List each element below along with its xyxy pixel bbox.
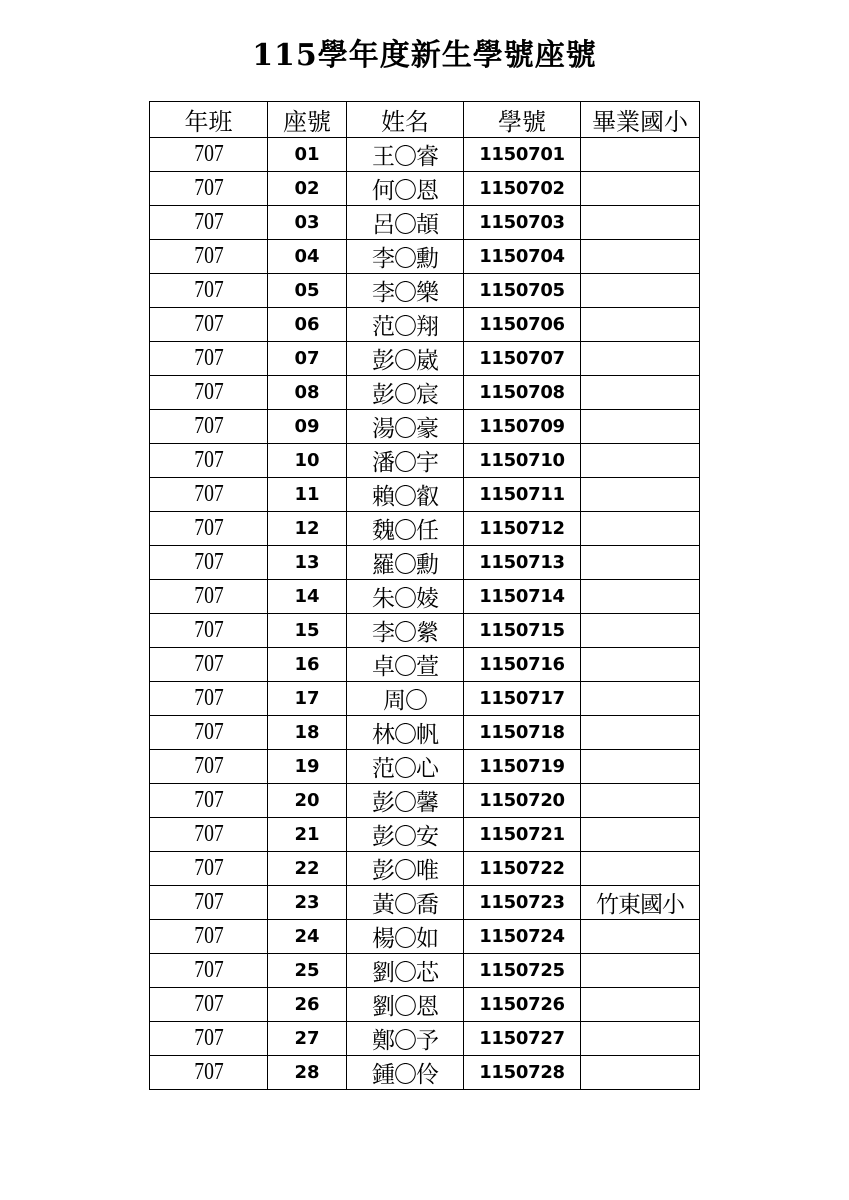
table-row	[150, 138, 700, 172]
cell-seat-number: 27	[268, 1022, 347, 1056]
class-label: 707	[193, 549, 224, 575]
cell-name: 彭〇宸	[347, 376, 464, 410]
cell-student-id: 1150709	[464, 410, 581, 444]
cell-seat-number: 06	[268, 308, 347, 342]
table-row	[150, 546, 700, 580]
cell-name: 潘〇宇	[347, 444, 464, 478]
student-roster-table	[149, 101, 700, 1090]
cell-elementary-school	[581, 920, 700, 954]
cell-class	[150, 648, 268, 682]
class-label: 707	[193, 1059, 224, 1085]
cell-seat-number: 23	[268, 886, 347, 920]
table-row	[150, 988, 700, 1022]
cell-class	[150, 342, 268, 376]
cell-elementary-school	[581, 410, 700, 444]
cell-elementary-school	[581, 512, 700, 546]
cell-seat-number: 14	[268, 580, 347, 614]
cell-elementary-school	[581, 138, 700, 172]
header-name: 姓名	[347, 102, 464, 138]
cell-name: 彭〇崴	[347, 342, 464, 376]
table-row	[150, 206, 700, 240]
cell-student-id: 1150701	[464, 138, 581, 172]
cell-elementary-school	[581, 342, 700, 376]
cell-seat-number: 07	[268, 342, 347, 376]
cell-student-id: 1150721	[464, 818, 581, 852]
class-label: 707	[193, 141, 224, 167]
cell-name: 劉〇恩	[347, 988, 464, 1022]
table-row	[150, 818, 700, 852]
cell-class	[150, 818, 268, 852]
cell-elementary-school	[581, 1022, 700, 1056]
cell-student-id: 1150728	[464, 1056, 581, 1090]
cell-class	[150, 512, 268, 546]
cell-seat-number: 25	[268, 954, 347, 988]
class-label: 707	[193, 481, 224, 507]
cell-class	[150, 206, 268, 240]
cell-seat-number: 22	[268, 852, 347, 886]
cell-class	[150, 138, 268, 172]
cell-elementary-school	[581, 206, 700, 240]
cell-student-id: 1150725	[464, 954, 581, 988]
cell-name: 魏〇任	[347, 512, 464, 546]
cell-class	[150, 614, 268, 648]
table-header-row	[150, 102, 700, 138]
class-label: 707	[193, 447, 224, 473]
cell-seat-number: 13	[268, 546, 347, 580]
cell-student-id: 1150706	[464, 308, 581, 342]
cell-seat-number: 18	[268, 716, 347, 750]
cell-name: 楊〇如	[347, 920, 464, 954]
cell-seat-number: 24	[268, 920, 347, 954]
class-label: 707	[193, 243, 224, 269]
cell-class	[150, 852, 268, 886]
cell-elementary-school	[581, 1056, 700, 1090]
cell-class	[150, 1056, 268, 1090]
cell-student-id: 1150713	[464, 546, 581, 580]
cell-class	[150, 750, 268, 784]
class-label: 707	[193, 957, 224, 983]
cell-name: 彭〇唯	[347, 852, 464, 886]
table-row	[150, 172, 700, 206]
cell-elementary-school	[581, 954, 700, 988]
cell-class	[150, 444, 268, 478]
cell-name: 呂〇頡	[347, 206, 464, 240]
cell-seat-number: 26	[268, 988, 347, 1022]
cell-class	[150, 172, 268, 206]
class-label: 707	[193, 991, 224, 1017]
class-label: 707	[193, 685, 224, 711]
cell-student-id: 1150707	[464, 342, 581, 376]
table-row	[150, 580, 700, 614]
cell-class	[150, 580, 268, 614]
cell-elementary-school	[581, 750, 700, 784]
header-elementary-school: 畢業國小	[581, 102, 700, 138]
class-label: 707	[193, 719, 224, 745]
table-row	[150, 274, 700, 308]
header-class: 年班	[150, 102, 268, 138]
cell-elementary-school: 竹東國小	[581, 886, 700, 920]
cell-seat-number: 11	[268, 478, 347, 512]
page-title: 115學年度新生學號座號	[252, 38, 597, 73]
class-label: 707	[193, 583, 224, 609]
cell-name: 彭〇安	[347, 818, 464, 852]
cell-elementary-school	[581, 614, 700, 648]
cell-name: 范〇翔	[347, 308, 464, 342]
cell-seat-number: 20	[268, 784, 347, 818]
cell-student-id: 1150717	[464, 682, 581, 716]
cell-elementary-school	[581, 580, 700, 614]
cell-name: 羅〇勳	[347, 546, 464, 580]
table-row	[150, 512, 700, 546]
cell-class	[150, 988, 268, 1022]
cell-student-id: 1150716	[464, 648, 581, 682]
cell-elementary-school	[581, 240, 700, 274]
cell-elementary-school	[581, 682, 700, 716]
cell-student-id: 1150720	[464, 784, 581, 818]
cell-student-id: 1150708	[464, 376, 581, 410]
class-label: 707	[193, 923, 224, 949]
cell-student-id: 1150719	[464, 750, 581, 784]
cell-elementary-school	[581, 546, 700, 580]
cell-seat-number: 03	[268, 206, 347, 240]
class-label: 707	[193, 515, 224, 541]
cell-student-id: 1150718	[464, 716, 581, 750]
table-row	[150, 920, 700, 954]
cell-name: 朱〇婈	[347, 580, 464, 614]
cell-elementary-school	[581, 444, 700, 478]
cell-seat-number: 28	[268, 1056, 347, 1090]
cell-elementary-school	[581, 648, 700, 682]
cell-seat-number: 19	[268, 750, 347, 784]
cell-class	[150, 784, 268, 818]
cell-class	[150, 546, 268, 580]
class-label: 707	[193, 345, 224, 371]
cell-name: 鍾〇伶	[347, 1056, 464, 1090]
cell-seat-number: 16	[268, 648, 347, 682]
table-row	[150, 648, 700, 682]
cell-name: 彭〇馨	[347, 784, 464, 818]
class-label: 707	[193, 821, 224, 847]
cell-student-id: 1150704	[464, 240, 581, 274]
cell-class	[150, 920, 268, 954]
cell-student-id: 1150715	[464, 614, 581, 648]
cell-elementary-school	[581, 818, 700, 852]
cell-name: 李〇縈	[347, 614, 464, 648]
table-row	[150, 1056, 700, 1090]
cell-student-id: 1150726	[464, 988, 581, 1022]
class-label: 707	[193, 753, 224, 779]
cell-elementary-school	[581, 274, 700, 308]
cell-class	[150, 954, 268, 988]
cell-seat-number: 05	[268, 274, 347, 308]
cell-student-id: 1150702	[464, 172, 581, 206]
cell-class	[150, 410, 268, 444]
cell-elementary-school	[581, 852, 700, 886]
cell-student-id: 1150714	[464, 580, 581, 614]
table-row	[150, 240, 700, 274]
cell-seat-number: 10	[268, 444, 347, 478]
class-label: 707	[193, 617, 224, 643]
cell-class	[150, 240, 268, 274]
cell-name: 鄭〇予	[347, 1022, 464, 1056]
cell-name: 王〇睿	[347, 138, 464, 172]
class-label: 707	[193, 379, 224, 405]
cell-class	[150, 682, 268, 716]
class-label: 707	[193, 175, 224, 201]
class-label: 707	[193, 277, 224, 303]
class-label: 707	[193, 209, 224, 235]
class-label: 707	[193, 889, 224, 915]
table-row	[150, 444, 700, 478]
table-row	[150, 1022, 700, 1056]
cell-student-id: 1150711	[464, 478, 581, 512]
table-row	[150, 682, 700, 716]
cell-class	[150, 1022, 268, 1056]
cell-class	[150, 716, 268, 750]
cell-elementary-school	[581, 716, 700, 750]
table-row	[150, 614, 700, 648]
cell-name: 李〇樂	[347, 274, 464, 308]
cell-name: 林〇帆	[347, 716, 464, 750]
table-row	[150, 784, 700, 818]
cell-name: 李〇勳	[347, 240, 464, 274]
cell-student-id: 1150723	[464, 886, 581, 920]
cell-student-id: 1150727	[464, 1022, 581, 1056]
cell-class	[150, 478, 268, 512]
class-label: 707	[193, 787, 224, 813]
table-row	[150, 750, 700, 784]
class-label: 707	[193, 651, 224, 677]
table-row	[150, 308, 700, 342]
cell-elementary-school	[581, 308, 700, 342]
cell-elementary-school	[581, 172, 700, 206]
cell-class	[150, 308, 268, 342]
cell-student-id: 1150703	[464, 206, 581, 240]
cell-elementary-school	[581, 988, 700, 1022]
cell-student-id: 1150722	[464, 852, 581, 886]
table-row	[150, 478, 700, 512]
table-row	[150, 376, 700, 410]
table-row	[150, 410, 700, 444]
cell-elementary-school	[581, 784, 700, 818]
cell-seat-number: 09	[268, 410, 347, 444]
cell-name: 卓〇萱	[347, 648, 464, 682]
cell-seat-number: 15	[268, 614, 347, 648]
cell-seat-number: 08	[268, 376, 347, 410]
cell-class	[150, 886, 268, 920]
cell-student-id: 1150724	[464, 920, 581, 954]
class-label: 707	[193, 311, 224, 337]
table-row	[150, 886, 700, 920]
class-label: 707	[193, 413, 224, 439]
cell-name: 黃〇喬	[347, 886, 464, 920]
cell-name: 周〇	[347, 682, 464, 716]
table-row	[150, 342, 700, 376]
header-student-id: 學號	[464, 102, 581, 138]
class-label: 707	[193, 1025, 224, 1051]
table-row	[150, 852, 700, 886]
cell-seat-number: 04	[268, 240, 347, 274]
header-seat-number: 座號	[268, 102, 347, 138]
table-body	[150, 138, 700, 1090]
cell-class	[150, 376, 268, 410]
cell-elementary-school	[581, 376, 700, 410]
cell-student-id: 1150712	[464, 512, 581, 546]
cell-name: 湯〇豪	[347, 410, 464, 444]
cell-seat-number: 12	[268, 512, 347, 546]
cell-seat-number: 17	[268, 682, 347, 716]
cell-name: 范〇心	[347, 750, 464, 784]
table-row	[150, 716, 700, 750]
class-label: 707	[193, 855, 224, 881]
cell-student-id: 1150705	[464, 274, 581, 308]
cell-name: 何〇恩	[347, 172, 464, 206]
cell-name: 劉〇芯	[347, 954, 464, 988]
cell-seat-number: 01	[268, 138, 347, 172]
cell-class	[150, 274, 268, 308]
table-row	[150, 954, 700, 988]
cell-seat-number: 02	[268, 172, 347, 206]
cell-student-id: 1150710	[464, 444, 581, 478]
cell-name: 賴〇叡	[347, 478, 464, 512]
cell-seat-number: 21	[268, 818, 347, 852]
cell-elementary-school	[581, 478, 700, 512]
